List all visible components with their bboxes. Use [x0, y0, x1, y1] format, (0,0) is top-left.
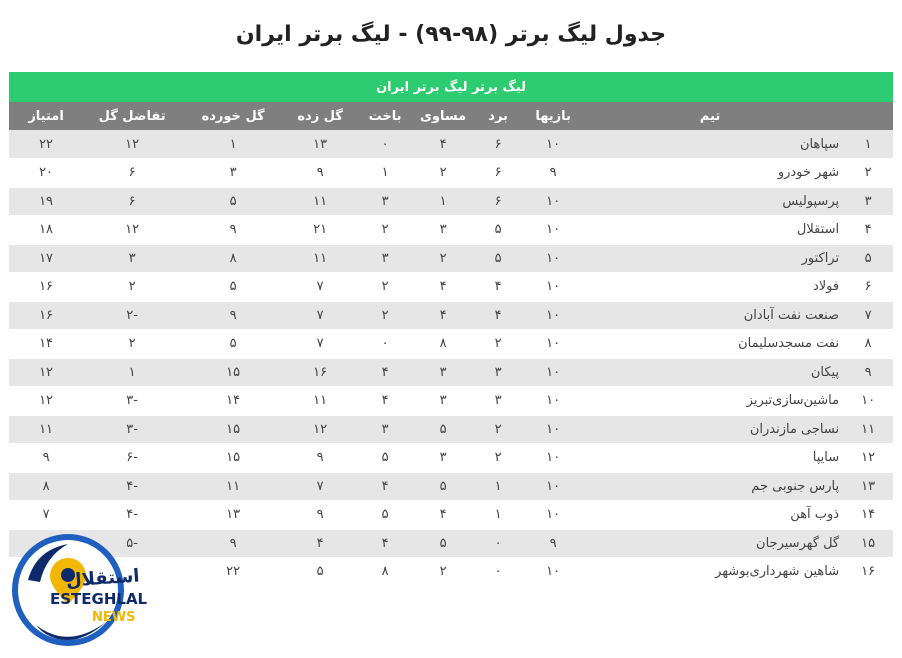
header-lost: باخت [355, 102, 415, 130]
cell-played: ۱۰ [525, 387, 581, 416]
cell-goals-for: ۷ [285, 301, 355, 330]
cell-lost: ۵ [355, 444, 415, 473]
cell-won: ۲ [471, 330, 525, 359]
cell-team[interactable]: ماشین‌سازی‌تبریز [581, 387, 843, 416]
cell-played: ۹ [525, 159, 581, 188]
cell-team[interactable]: شهر خودرو [581, 159, 843, 188]
cell-goals-for: ۵ [285, 558, 355, 587]
cell-points: ۱۴ [9, 330, 83, 359]
table-row [9, 130, 893, 159]
table-row [9, 444, 893, 473]
logo-fa-text: استقلال [65, 565, 141, 592]
cell-goal-diff: -۳ [83, 387, 181, 416]
cell-goals-against: ۳ [181, 159, 285, 188]
cell-played: ۱۰ [525, 130, 581, 159]
cell-lost: ۰ [355, 130, 415, 159]
cell-goal-diff: -۶ [83, 444, 181, 473]
cell-played: ۱۰ [525, 330, 581, 359]
cell-team[interactable]: نساجی مازندران [581, 415, 843, 444]
cell-rank: ۷ [843, 301, 893, 330]
cell-points: ۲۲ [9, 130, 83, 159]
cell-won: ۱ [471, 472, 525, 501]
cell-played: ۱۰ [525, 273, 581, 302]
cell-team[interactable]: گل گهرسیرجان [581, 529, 843, 558]
cell-rank: ۲ [843, 159, 893, 188]
table-row [9, 301, 893, 330]
cell-won: ۵ [471, 244, 525, 273]
cell-goals-against: ۱۵ [181, 415, 285, 444]
cell-goal-diff: -۳ [83, 415, 181, 444]
cell-won: ۵ [471, 216, 525, 245]
cell-goals-against: ۱۳ [181, 501, 285, 530]
table-row [9, 330, 893, 359]
cell-goals-against: ۵ [181, 187, 285, 216]
cell-lost: ۲ [355, 273, 415, 302]
cell-drawn: ۳ [415, 444, 471, 473]
cell-goals-for: ۷ [285, 273, 355, 302]
cell-played: ۱۰ [525, 501, 581, 530]
cell-won: ۴ [471, 273, 525, 302]
cell-points: ۸ [9, 472, 83, 501]
cell-goal-diff: ۲ [83, 273, 181, 302]
cell-team[interactable]: صنعت نفت آبادان [581, 301, 843, 330]
cell-points: ۱۹ [9, 187, 83, 216]
cell-won: ۴ [471, 301, 525, 330]
cell-goal-diff: ۶ [83, 159, 181, 188]
cell-goals-against: ۱ [181, 130, 285, 159]
table-caption-row [9, 72, 893, 102]
table-row [9, 273, 893, 302]
cell-played: ۹ [525, 529, 581, 558]
cell-drawn: ۳ [415, 216, 471, 245]
cell-won: ۳ [471, 358, 525, 387]
cell-goal-diff: ۱۲ [83, 216, 181, 245]
cell-drawn: ۴ [415, 301, 471, 330]
cell-team[interactable]: پارس جنوبی جم [581, 472, 843, 501]
cell-won: ۱ [471, 501, 525, 530]
header-goals-for: گل زده [285, 102, 355, 130]
cell-goals-for: ۱۶ [285, 358, 355, 387]
cell-lost: ۸ [355, 558, 415, 587]
cell-points: ۱۷ [9, 244, 83, 273]
cell-team[interactable]: پرسپولیس [581, 187, 843, 216]
table-row [9, 187, 893, 216]
cell-goals-for: ۱۱ [285, 244, 355, 273]
cell-rank: ۵ [843, 244, 893, 273]
cell-goal-diff: ۳ [83, 244, 181, 273]
cell-drawn: ۴ [415, 273, 471, 302]
cell-lost: ۰ [355, 330, 415, 359]
cell-goal-diff: ۶ [83, 187, 181, 216]
cell-rank: ۹ [843, 358, 893, 387]
cell-played: ۱۰ [525, 472, 581, 501]
cell-rank: ۱۲ [843, 444, 893, 473]
cell-rank: ۱۰ [843, 387, 893, 416]
cell-drawn: ۳ [415, 358, 471, 387]
cell-played: ۱۰ [525, 216, 581, 245]
cell-drawn: ۲ [415, 244, 471, 273]
cell-points: ۱۲ [9, 387, 83, 416]
table-row [9, 358, 893, 387]
cell-rank: ۱۱ [843, 415, 893, 444]
cell-won: ۲ [471, 444, 525, 473]
cell-goals-for: ۹ [285, 444, 355, 473]
cell-drawn: ۵ [415, 415, 471, 444]
cell-goals-for: ۱۱ [285, 387, 355, 416]
cell-drawn: ۲ [415, 159, 471, 188]
cell-points: ۲۰ [9, 159, 83, 188]
cell-goals-for: ۴ [285, 529, 355, 558]
cell-team[interactable]: سایپا [581, 444, 843, 473]
cell-goal-diff: -۲ [83, 301, 181, 330]
cell-rank: ۶ [843, 273, 893, 302]
cell-goals-against: ۱۱ [181, 472, 285, 501]
cell-lost: ۴ [355, 358, 415, 387]
cell-goals-against: ۱۵ [181, 444, 285, 473]
header-played: بازیها [525, 102, 581, 130]
cell-lost: ۴ [355, 472, 415, 501]
logo-en-text: ESTEGHLAL [50, 590, 148, 608]
cell-rank: ۱۴ [843, 501, 893, 530]
cell-lost: ۵ [355, 501, 415, 530]
cell-played: ۱۰ [525, 558, 581, 587]
cell-rank: ۱۶ [843, 558, 893, 587]
cell-won: ۶ [471, 159, 525, 188]
cell-goals-against: ۹ [181, 529, 285, 558]
cell-played: ۱۰ [525, 444, 581, 473]
cell-drawn: ۳ [415, 387, 471, 416]
cell-goal-diff: ۲ [83, 330, 181, 359]
cell-points: ۷ [9, 501, 83, 530]
league-table [9, 72, 893, 587]
cell-goals-for: ۲۱ [285, 216, 355, 245]
header-drawn: مساوی [415, 102, 471, 130]
table-row [9, 501, 893, 530]
header-points: امتیاز [9, 102, 83, 130]
cell-goals-against: ۹ [181, 301, 285, 330]
cell-goals-against: ۵ [181, 330, 285, 359]
cell-team[interactable]: نفت مسجدسلیمان [581, 330, 843, 359]
table-row [9, 159, 893, 188]
cell-team[interactable]: پیکان [581, 358, 843, 387]
cell-points: ۱۸ [9, 216, 83, 245]
cell-played: ۱۰ [525, 187, 581, 216]
cell-won: ۰ [471, 558, 525, 587]
table-caption: لیگ برتر لیگ برتر ایران [9, 72, 893, 102]
cell-won: ۲ [471, 415, 525, 444]
cell-team[interactable]: تراکتور [581, 244, 843, 273]
cell-points: ۱۱ [9, 415, 83, 444]
cell-drawn: ۴ [415, 130, 471, 159]
cell-rank: ۱ [843, 130, 893, 159]
cell-goals-for: ۱۲ [285, 415, 355, 444]
cell-lost: ۴ [355, 387, 415, 416]
table-row [9, 415, 893, 444]
cell-points: ۱۲ [9, 358, 83, 387]
cell-rank: ۱۵ [843, 529, 893, 558]
cell-goal-diff: -۵ [83, 529, 181, 558]
cell-won: ۶ [471, 130, 525, 159]
cell-lost: ۴ [355, 529, 415, 558]
cell-team[interactable]: فولاد [581, 273, 843, 302]
cell-drawn: ۵ [415, 472, 471, 501]
table-row [9, 472, 893, 501]
header-rank [843, 102, 893, 130]
page-title: جدول لیگ برتر (۹۸-۹۹) - لیگ برتر ایران [235, 22, 667, 47]
cell-lost: ۳ [355, 187, 415, 216]
header-goal-diff: تفاضل گل [83, 102, 181, 130]
cell-goals-for: ۹ [285, 501, 355, 530]
cell-rank: ۸ [843, 330, 893, 359]
cell-won: ۰ [471, 529, 525, 558]
cell-goals-against: ۲۲ [181, 558, 285, 587]
cell-drawn: ۸ [415, 330, 471, 359]
header-won: برد [471, 102, 525, 130]
cell-played: ۱۰ [525, 415, 581, 444]
table-row [9, 216, 893, 245]
cell-drawn: ۱ [415, 187, 471, 216]
cell-points: ۹ [9, 444, 83, 473]
cell-points: ۱۶ [9, 301, 83, 330]
cell-goal-diff: -۴ [83, 472, 181, 501]
esteghlal-news-logo [6, 530, 176, 655]
cell-drawn: ۵ [415, 529, 471, 558]
table-row [9, 387, 893, 416]
cell-goals-against: ۱۵ [181, 358, 285, 387]
cell-team[interactable]: ذوب آهن [581, 501, 843, 530]
cell-goals-against: ۹ [181, 216, 285, 245]
cell-lost: ۲ [355, 216, 415, 245]
cell-goal-diff: ۱ [83, 358, 181, 387]
cell-drawn: ۲ [415, 558, 471, 587]
cell-rank: ۱۳ [843, 472, 893, 501]
header-team: تیم [581, 102, 843, 130]
cell-played: ۱۰ [525, 244, 581, 273]
cell-goals-for: ۱۳ [285, 130, 355, 159]
cell-played: ۱۰ [525, 301, 581, 330]
logo-news-text: NEWS [92, 610, 136, 625]
cell-lost: ۱ [355, 159, 415, 188]
cell-team[interactable]: شاهین شهرداری‌بوشهر [581, 558, 843, 587]
cell-goals-for: ۹ [285, 159, 355, 188]
table-header-row [9, 102, 893, 130]
header-goals-against: گل خورده [181, 102, 285, 130]
cell-lost: ۳ [355, 415, 415, 444]
cell-goals-for: ۱۱ [285, 187, 355, 216]
cell-played: ۱۰ [525, 358, 581, 387]
cell-goals-for: ۷ [285, 472, 355, 501]
cell-lost: ۲ [355, 301, 415, 330]
cell-goals-against: ۵ [181, 273, 285, 302]
cell-points: ۱۶ [9, 273, 83, 302]
cell-team[interactable]: سپاهان [581, 130, 843, 159]
cell-lost: ۳ [355, 244, 415, 273]
cell-goal-diff: ۱۲ [83, 130, 181, 159]
cell-team[interactable]: استقلال [581, 216, 843, 245]
cell-goal-diff: -۴ [83, 501, 181, 530]
cell-goals-against: ۱۴ [181, 387, 285, 416]
cell-rank: ۳ [843, 187, 893, 216]
cell-goals-against: ۸ [181, 244, 285, 273]
cell-drawn: ۴ [415, 501, 471, 530]
table-body [9, 130, 893, 586]
cell-rank: ۴ [843, 216, 893, 245]
cell-goals-for: ۷ [285, 330, 355, 359]
cell-won: ۶ [471, 187, 525, 216]
cell-won: ۳ [471, 387, 525, 416]
table-row [9, 244, 893, 273]
